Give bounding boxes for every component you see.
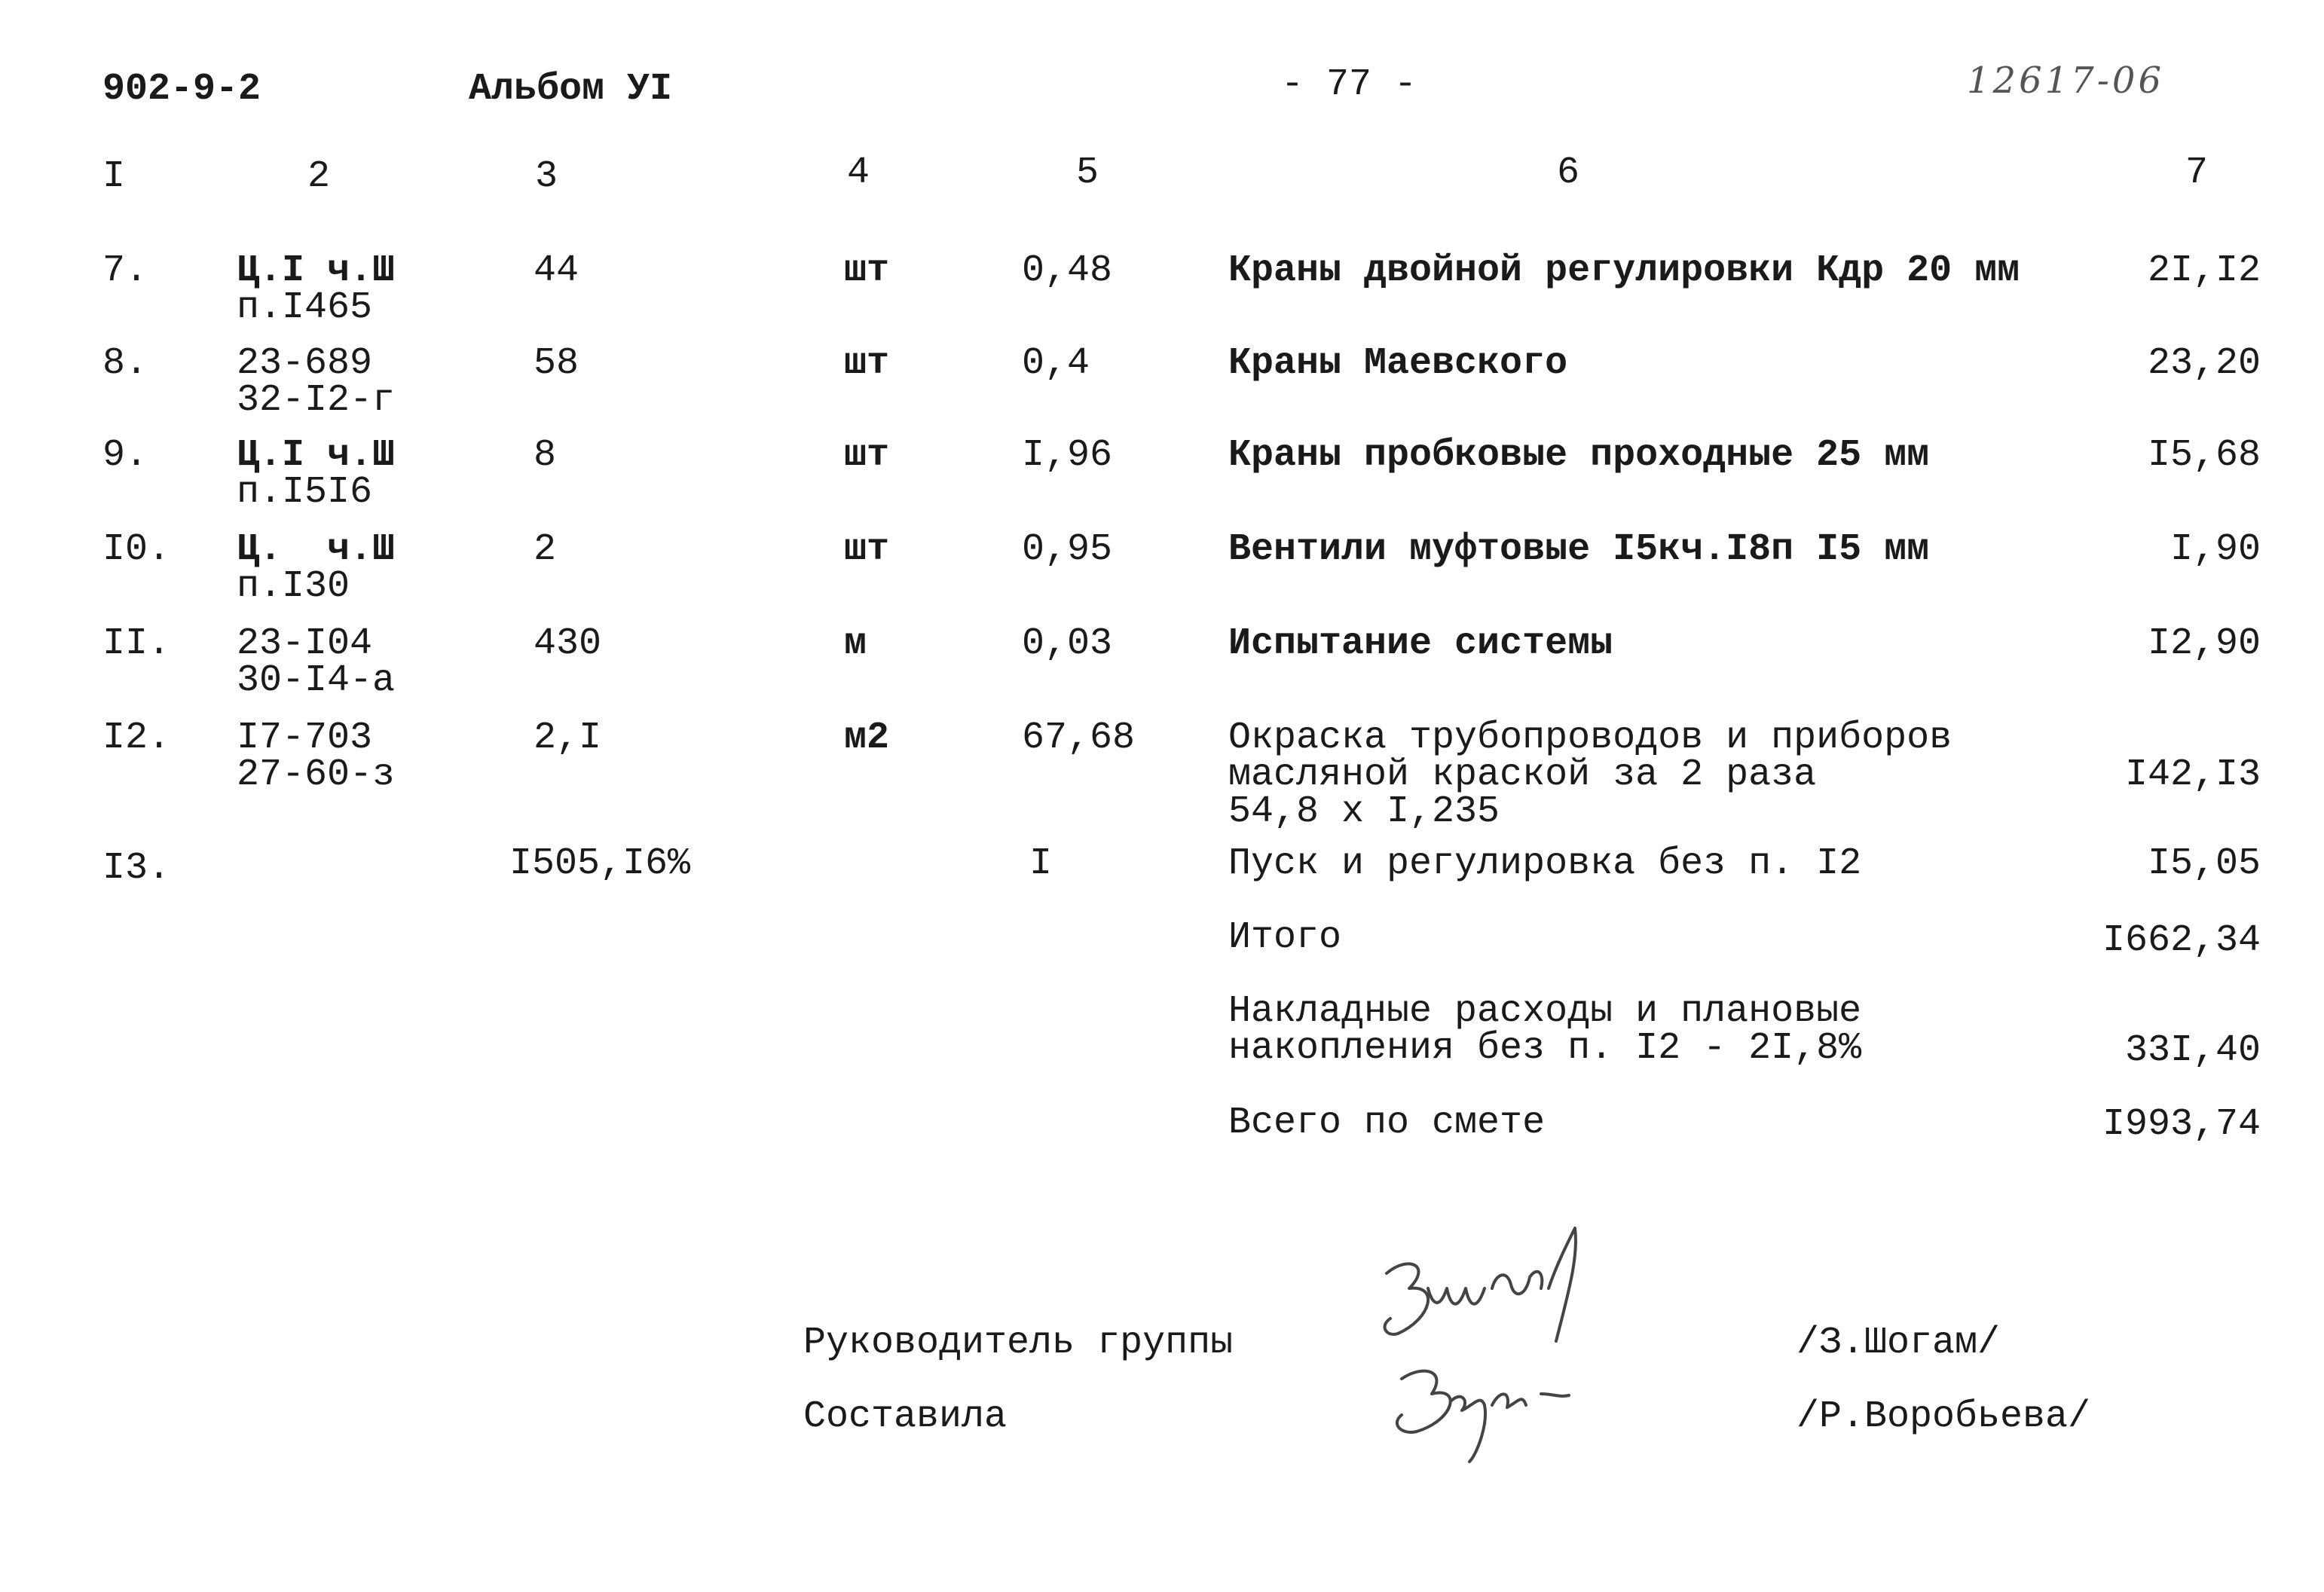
row-description: Испытание системы (1228, 622, 1613, 665)
row-price: I (1029, 842, 1053, 885)
row-qty: 44 (534, 249, 579, 292)
row-ref-line2: 32-I2-г (237, 379, 396, 422)
row-unit: шт (844, 249, 890, 292)
row-description: Вентили муфтовые I5кч.I8п I5 мм (1228, 528, 1930, 571)
row-total: I2,90 (2147, 622, 2261, 665)
row-unit: шт (844, 528, 890, 571)
row-price: 67,68 (1022, 717, 1136, 759)
signature-role-author: Составила (803, 1395, 1008, 1438)
row-ref-line1: 23-I04 (237, 622, 373, 665)
grand-total-value: I993,74 (2102, 1103, 2261, 1146)
overhead-label-line2: накопления без п. I2 - 2I,8% (1228, 1027, 1862, 1070)
row-ref-line1: 23-689 (237, 342, 373, 385)
subtotal-label: Итого (1228, 916, 1342, 959)
row-ref-line1: Ц.I ч.Ш (237, 249, 396, 292)
row-qty: 58 (534, 342, 579, 385)
row-ref-line2: п.I30 (237, 565, 350, 608)
row-qty: 2 (534, 528, 557, 571)
page-number: - 77 - (1280, 63, 1417, 106)
row-qty: 2,I (534, 717, 602, 759)
row-price: 0,03 (1022, 622, 1113, 665)
row-description-line2: масляной краской за 2 раза (1228, 753, 1817, 796)
row-unit: м2 (844, 717, 890, 759)
row-description: Краны двойной регулировки Кдр 20 мм (1228, 249, 2020, 292)
overhead-label-line1: Накладные расходы и плановые (1228, 990, 1862, 1033)
row-total: I5,68 (2147, 434, 2261, 477)
column-header-6: 6 (1557, 151, 1580, 194)
signature-name-author: /Р.Воробьева/ (1797, 1395, 2091, 1438)
row-price: 0,95 (1022, 528, 1113, 571)
row-number: 7. (102, 249, 148, 292)
column-header-5: 5 (1076, 151, 1099, 194)
handwritten-signature-icon (1356, 1213, 1643, 1469)
row-number: 8. (102, 342, 148, 385)
row-number: I2. (102, 717, 171, 759)
row-qty: I505,I6% (509, 842, 691, 885)
row-total: I42,I3 (2124, 753, 2261, 796)
row-number: I3. (102, 847, 171, 890)
row-description: Пуск и регулировка без п. I2 (1228, 842, 1862, 885)
row-description-line1: Окраска трубопроводов и приборов (1228, 717, 1952, 759)
row-description: Краны Маевского (1228, 342, 1568, 385)
row-price: 0,4 (1022, 342, 1090, 385)
column-header-3: 3 (535, 155, 558, 198)
signature-role-lead: Руководитель группы (803, 1322, 1234, 1364)
document-number: 12617-06 (1967, 60, 2164, 102)
row-ref-line1: I7-703 (237, 717, 373, 759)
signature-name-lead: /З.Шогам/ (1797, 1322, 2001, 1364)
row-total: I5,05 (2147, 842, 2261, 885)
subtotal-value: I662,34 (2102, 919, 2261, 962)
row-total: I,90 (2170, 528, 2261, 571)
row-price: I,96 (1022, 434, 1113, 477)
row-description: Краны пробковые проходные 25 мм (1228, 434, 1930, 477)
row-ref-line2: 27-60-з (237, 753, 396, 796)
column-header-2: 2 (307, 155, 331, 198)
column-header-1: I (102, 155, 126, 198)
grand-total-label: Всего по смете (1228, 1102, 1546, 1144)
row-qty: 8 (534, 434, 557, 477)
row-ref-line2: п.I465 (237, 286, 373, 329)
row-qty: 430 (534, 622, 602, 665)
row-unit: шт (844, 434, 890, 477)
row-price: 0,48 (1022, 249, 1113, 292)
row-unit: м (844, 622, 867, 665)
document-code: 902-9-2 (102, 68, 261, 111)
album-label: Альбом УI (469, 68, 673, 111)
row-ref-line1: Ц. ч.Ш (237, 528, 396, 571)
row-description-line3: 54,8 х I,235 (1228, 790, 1500, 833)
row-number: I0. (102, 528, 171, 571)
column-header-7: 7 (2185, 151, 2209, 194)
row-total: 2I,I2 (2147, 249, 2261, 292)
row-number: 9. (102, 434, 148, 477)
row-number: II. (102, 622, 171, 665)
overhead-value: 33I,40 (2124, 1029, 2261, 1072)
row-ref-line2: 30-I4-а (237, 659, 396, 702)
row-total: 23,20 (2147, 342, 2261, 385)
column-header-4: 4 (847, 151, 870, 194)
row-ref-line1: Ц.I ч.Ш (237, 434, 396, 477)
row-unit: шт (844, 342, 890, 385)
row-ref-line2: п.I5I6 (237, 471, 373, 514)
